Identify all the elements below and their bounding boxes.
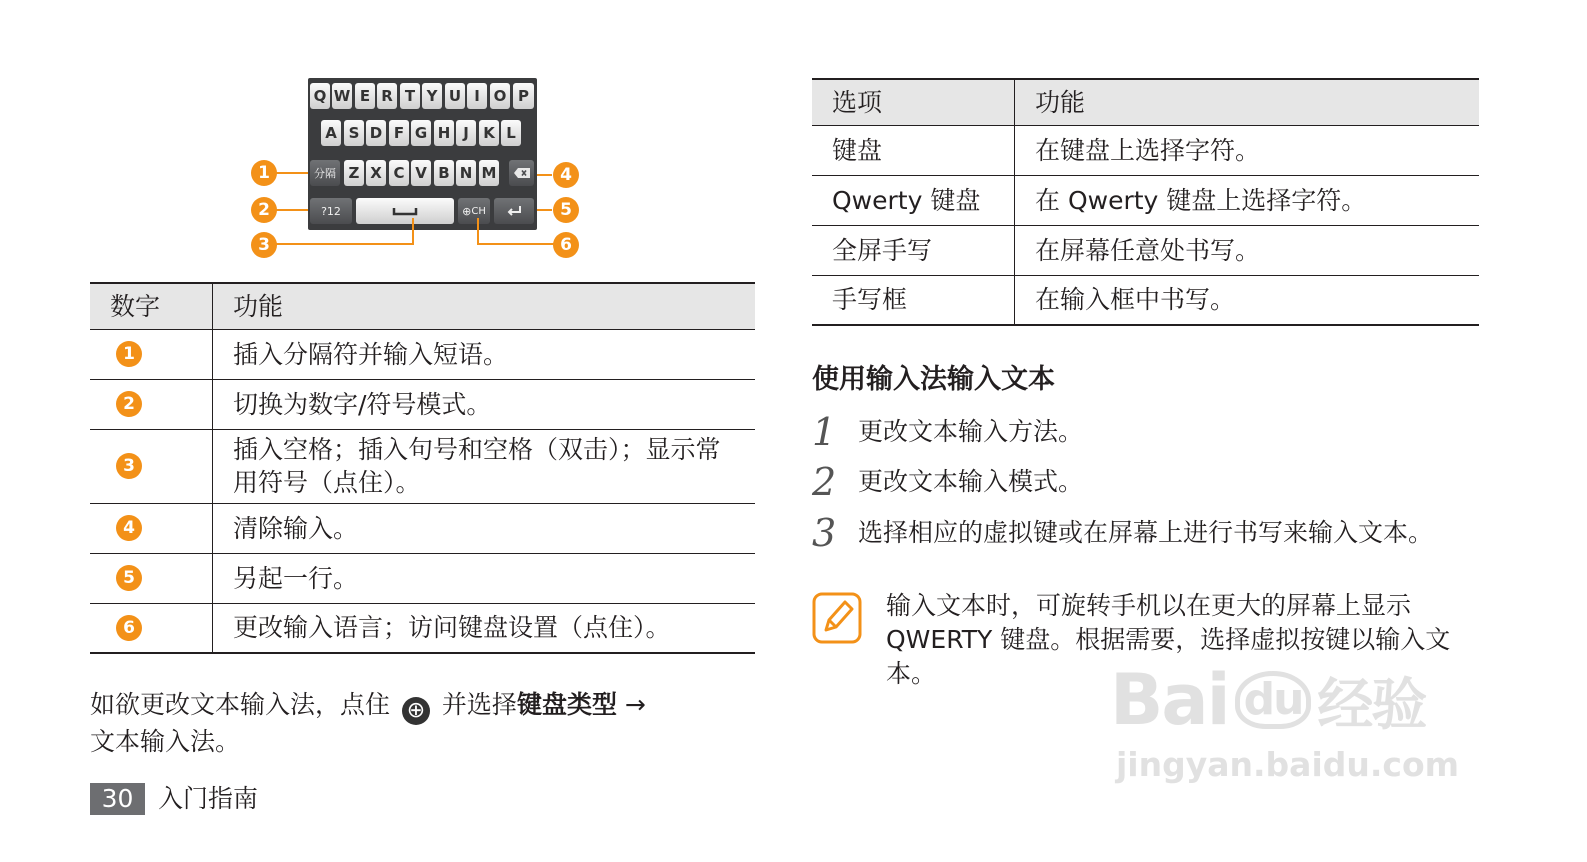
enter-icon <box>506 205 522 217</box>
function-cell: 在键盘上选择字符。 <box>1015 125 1480 175</box>
table-row <box>90 329 755 379</box>
key-q: Q <box>310 83 330 109</box>
separator-key: 分隔 <box>310 160 340 186</box>
section-name: 入门指南 <box>158 784 259 813</box>
header-number: 数字 <box>90 283 213 329</box>
callout-line-6-v <box>477 218 479 245</box>
callout-line-3-h <box>276 243 414 245</box>
keyboard-row-4 <box>308 198 537 228</box>
key-i: I <box>467 83 487 109</box>
number-badge: 4 <box>116 515 142 541</box>
step-number-2: 2 <box>812 460 837 504</box>
option-cell: 手写框 <box>812 275 1015 325</box>
function-text: 另起一行。 <box>213 553 756 603</box>
key-f: F <box>389 120 409 146</box>
key-o: O <box>490 83 510 109</box>
callout-line-2 <box>276 209 308 211</box>
table-row <box>90 553 755 603</box>
function-text: 插入分隔符并输入短语。 <box>213 329 756 379</box>
number-badge: 1 <box>116 341 142 367</box>
callout-line-6-h <box>477 243 554 245</box>
keyboard-row-2 <box>308 120 537 150</box>
arrow-icon: → <box>624 690 646 719</box>
function-cell: 在屏幕任意处书写。 <box>1015 225 1480 275</box>
key-b: B <box>434 160 454 186</box>
callout-2: 2 <box>251 197 277 223</box>
key-c: C <box>389 160 409 186</box>
callout-4: 4 <box>553 162 579 188</box>
step-text-1: 更改文本输入方法。 <box>858 417 1084 446</box>
key-x: X <box>366 160 386 186</box>
change-method-paragraph <box>90 688 730 759</box>
note-text: 输入文本时，可旋转手机以在更大的屏幕上显示 QWERTY 键盘。根据需要，选择虚拟按键以输入文本。 <box>886 591 1451 688</box>
callout-5: 5 <box>553 197 579 223</box>
function-text: 切换为数字/符号模式。 <box>213 379 756 429</box>
key-k: K <box>479 120 499 146</box>
globe-icon: ⊕ <box>402 697 430 725</box>
number-badge: 5 <box>116 565 142 591</box>
option-cell: Qwerty 键盘 <box>812 175 1015 225</box>
table-row <box>812 275 1479 325</box>
key-v: V <box>411 160 431 186</box>
key-r: R <box>377 83 397 109</box>
key-l: L <box>501 120 521 146</box>
callout-line-3-v <box>412 218 414 245</box>
step-text-2: 更改文本输入模式。 <box>858 467 1084 496</box>
callout-line-4 <box>537 174 552 176</box>
number-badge: 2 <box>116 391 142 417</box>
function-cell: 在 Qwerty 键盘上选择字符。 <box>1015 175 1480 225</box>
key-t: T <box>400 83 420 109</box>
space-key <box>356 198 454 224</box>
baidu-watermark <box>1110 660 1480 790</box>
number-badge: 6 <box>116 615 142 641</box>
keyboard-type-bold: 键盘类型 <box>516 690 617 719</box>
header-option: 选项 <box>812 79 1015 125</box>
backspace-icon <box>513 167 531 179</box>
option-cell: 全屏手写 <box>812 225 1015 275</box>
function-text: 更改输入语言；访问键盘设置（点住）。 <box>213 603 756 653</box>
table-row <box>812 125 1479 175</box>
watermark-jingyan: 经验 <box>1317 673 1426 738</box>
key-u: U <box>445 83 465 109</box>
key-p: P <box>513 83 534 109</box>
callout-3: 3 <box>251 232 277 258</box>
function-text: 插入空格；插入句号和空格（双击）；显示常用符号（点住）。 <box>213 429 756 503</box>
option-cell: 键盘 <box>812 125 1015 175</box>
key-z: Z <box>344 160 364 186</box>
table-row <box>812 175 1479 225</box>
key-h: H <box>434 120 454 146</box>
table-row <box>90 429 755 503</box>
watermark-du: du <box>1235 671 1312 729</box>
keyboard-row-3 <box>308 160 537 190</box>
table-row <box>812 225 1479 275</box>
header-function: 功能 <box>1015 79 1480 125</box>
page-number: 30 <box>90 783 145 815</box>
note-icon <box>812 592 862 644</box>
function-text: 清除输入。 <box>213 503 756 553</box>
callout-1: 1 <box>251 160 277 186</box>
key-g: G <box>411 120 431 146</box>
function-cell: 在输入框中书写。 <box>1015 275 1480 325</box>
keyboard-row-1 <box>308 83 537 113</box>
callout-6: 6 <box>553 232 579 258</box>
watermark-bai: Bai <box>1110 659 1229 741</box>
backspace-key <box>509 160 534 186</box>
table-header-row <box>90 283 755 329</box>
key-d: D <box>366 120 386 146</box>
key-j: J <box>456 120 476 146</box>
step-number-3: 3 <box>812 511 837 555</box>
key-function-table <box>90 282 755 654</box>
table-header-row <box>812 79 1479 125</box>
change-method-text-3: 文本输入法。 <box>90 727 241 756</box>
key-n: N <box>456 160 476 186</box>
step-number-1: 1 <box>812 410 837 454</box>
key-w: W <box>332 83 352 109</box>
input-method-table <box>812 78 1479 326</box>
table-row <box>90 503 755 553</box>
language-key <box>458 198 490 224</box>
key-s: S <box>344 120 364 146</box>
table-row <box>90 379 755 429</box>
section-title: 使用输入法输入文本 <box>812 364 1055 395</box>
enter-key <box>494 198 534 224</box>
callout-line-1 <box>276 172 308 174</box>
step-text-3: 选择相应的虚拟键或在屏幕上进行书写来输入文本。 <box>858 518 1434 547</box>
language-key-label: CH <box>471 205 486 217</box>
change-method-text-1: 如欲更改文本输入法，点住 <box>90 690 391 719</box>
callout-line-5 <box>537 209 552 211</box>
key-a: A <box>321 120 341 146</box>
key-y: Y <box>422 83 442 109</box>
globe-icon: ⊕ <box>462 204 472 218</box>
table-row <box>90 603 755 653</box>
header-function: 功能 <box>213 283 756 329</box>
key-m: M <box>479 160 499 186</box>
space-icon <box>392 206 418 216</box>
number-badge: 3 <box>116 453 142 479</box>
key-e: E <box>355 83 375 109</box>
keyboard-illustration <box>308 78 537 230</box>
symbols-key: ?12 <box>310 198 352 224</box>
watermark-url: jingyan.baidu.com <box>1116 745 1460 784</box>
change-method-text-2: 并选择 <box>441 690 517 719</box>
